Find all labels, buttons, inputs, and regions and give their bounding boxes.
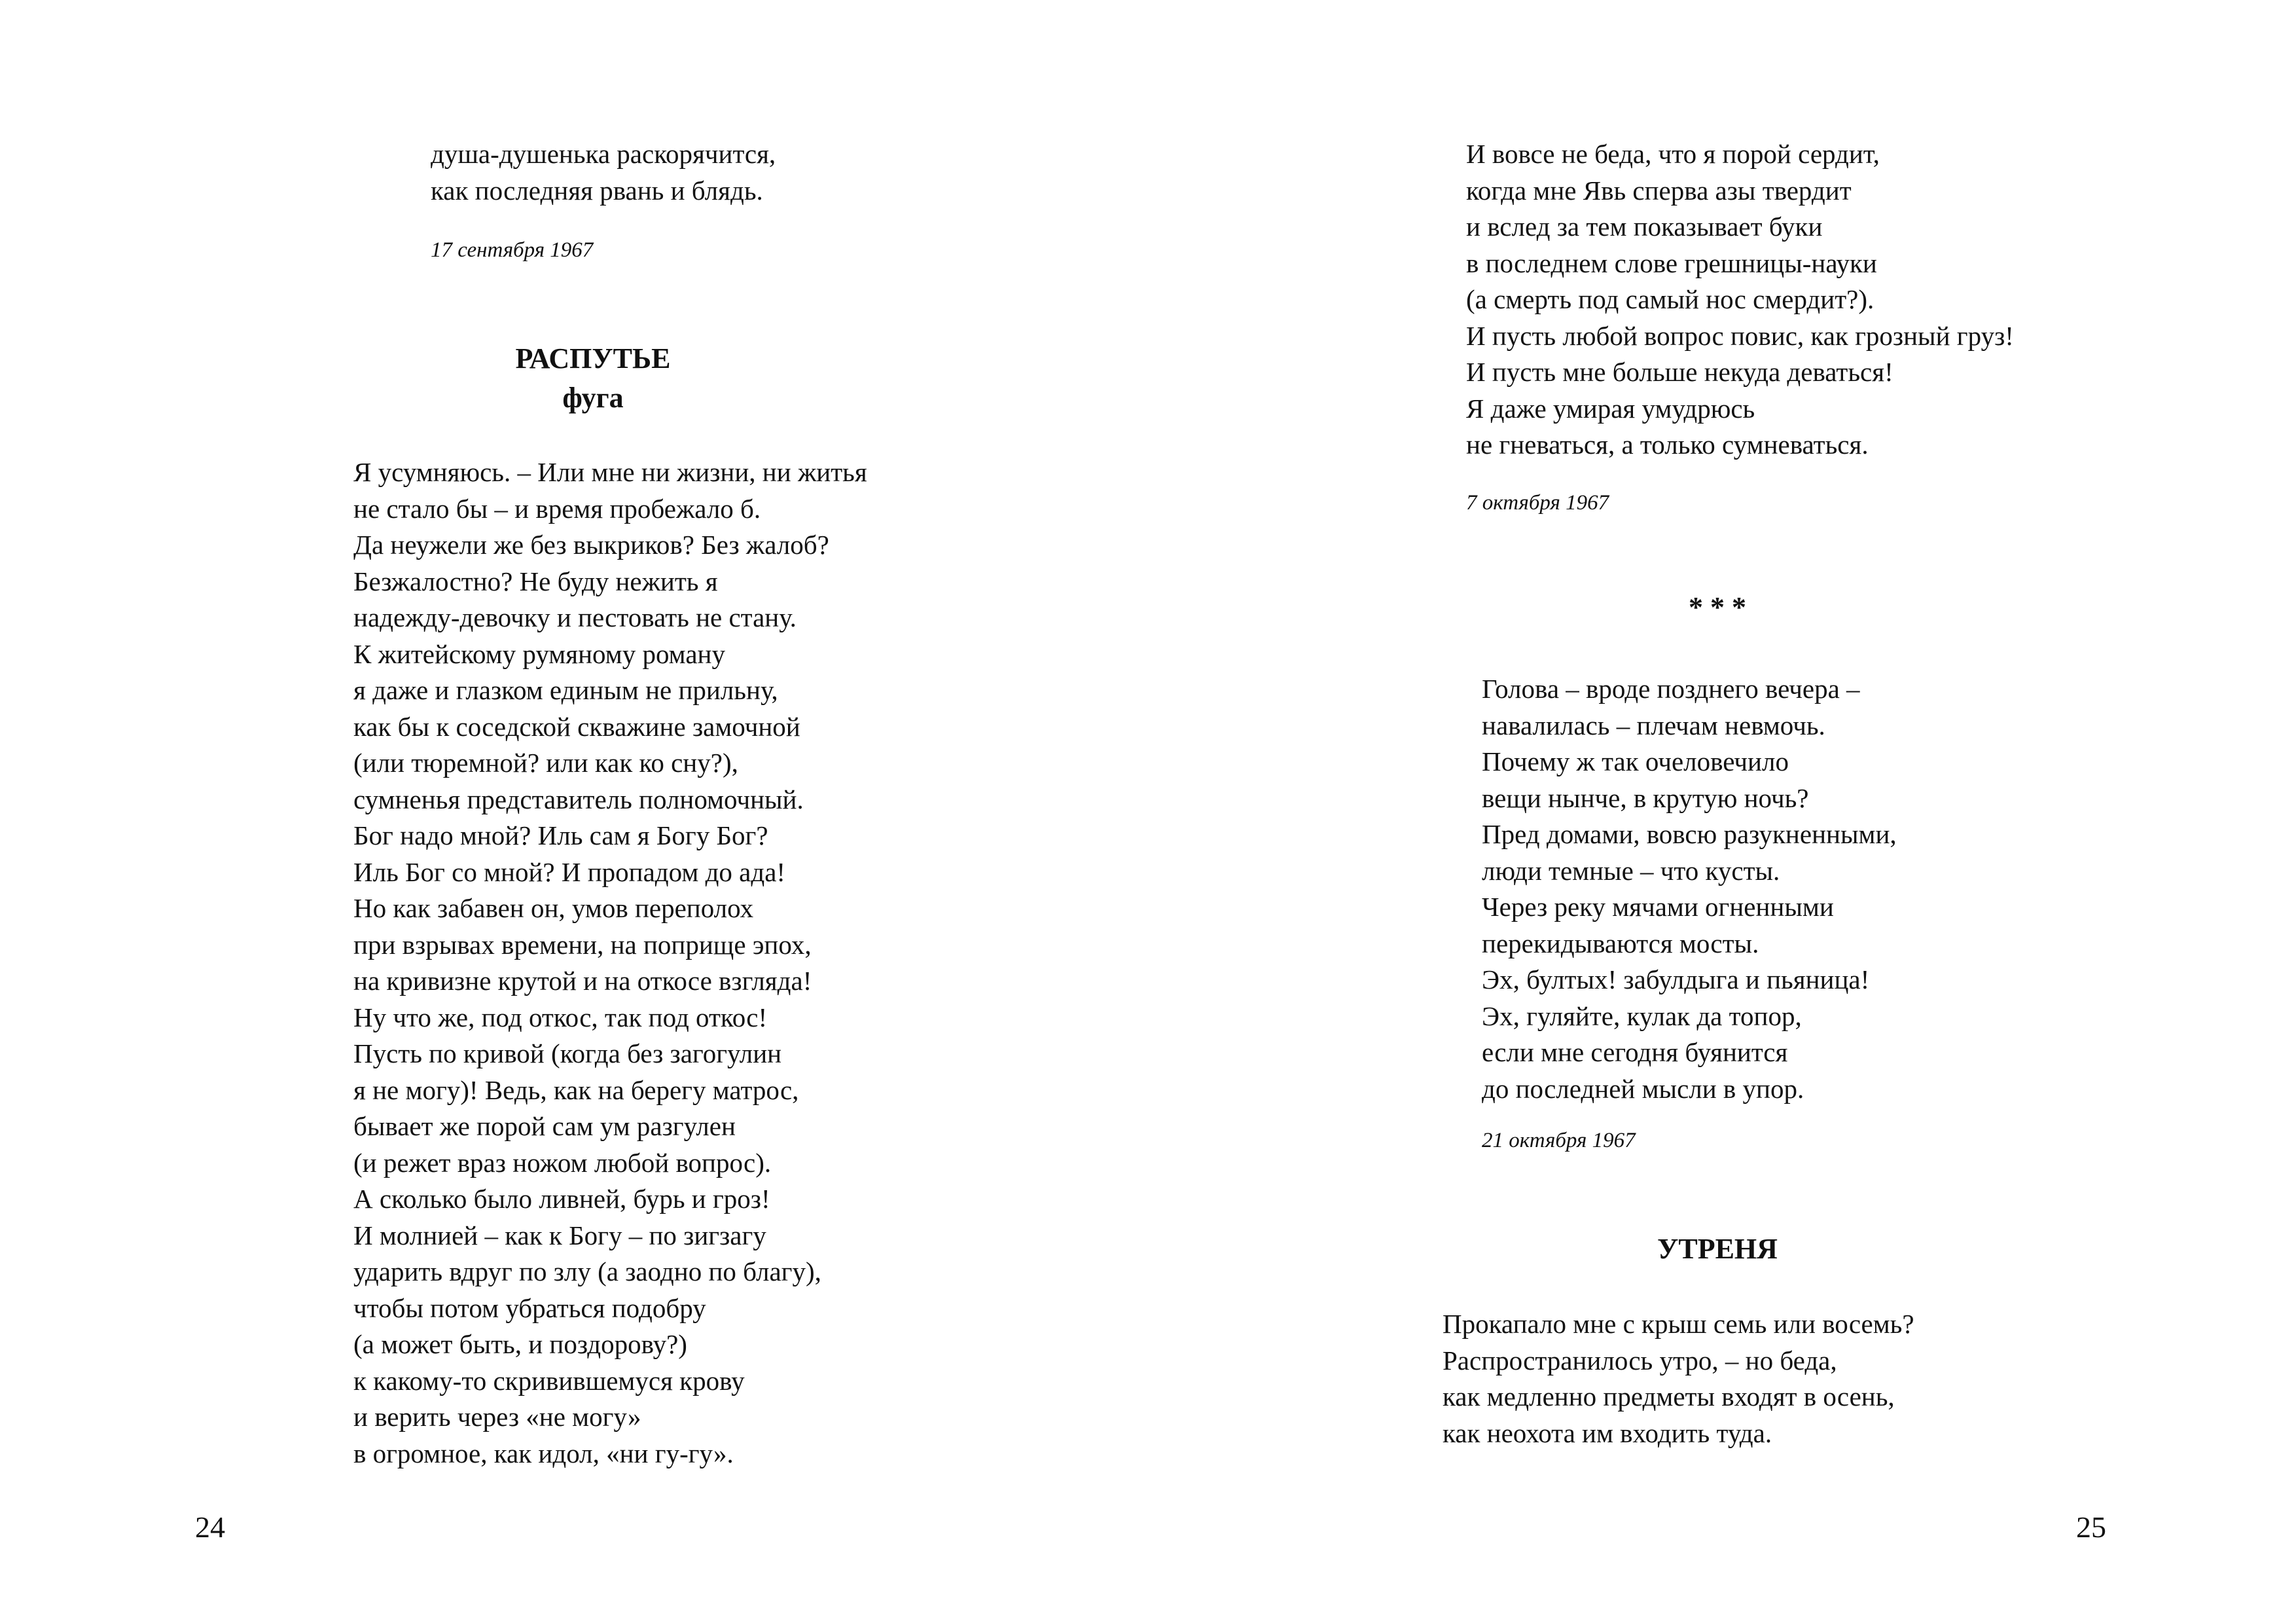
poem-line: Бог надо мной? Иль сам я Богу Бог? [353, 820, 768, 850]
poem-date: 7 октября 1967 [1466, 491, 1609, 515]
continuation-stanza [1466, 136, 2014, 464]
poem-line: в огромное, как идол, «ни гу-гу». [353, 1438, 734, 1468]
poem-line: Я усумняюсь. – Или мне ни жизни, ни житья [353, 457, 867, 487]
poem-line: (а смерть под самый нос смердит?). [1466, 284, 1874, 314]
poem-line: в последнем слове грешницы-науки [1466, 247, 1877, 278]
poem-line: Пусть по кривой (когда без загогулин [353, 1038, 782, 1068]
poem-line: Иль Бог со мной? И пропадом до ада! [353, 856, 786, 887]
poem-line: не стало бы – и время пробежало б. [353, 493, 761, 524]
poem-date: 17 сентября 1967 [431, 238, 594, 262]
right-page [1148, 0, 2296, 1623]
poem-title: РАСПУТЬЕ [515, 342, 671, 374]
poem-line: надежду-девочку и пестовать не стану. [353, 602, 797, 632]
poem-line: на кривизне крутой и на откосе взгляда! [353, 966, 812, 996]
poem-line: при взрывах времени, на поприще эпох, [353, 929, 812, 960]
page-number: 24 [195, 1510, 225, 1544]
poem-line: вещи нынче, в крутую ночь? [1482, 782, 1809, 813]
poem-line: Эх, гуляйте, кулак да топор, [1482, 1000, 1802, 1031]
continuation-stanza [431, 136, 776, 209]
poem-body [353, 454, 867, 1472]
poem-subtitle: фуга [562, 382, 624, 414]
poem-line: (а может быть, и поздорову?) [353, 1329, 687, 1359]
poem-line: не гневаться, а только сумневаться. [1466, 429, 1869, 460]
poem-line: (или тюремной? или как ко сну?), [353, 748, 738, 778]
asterisks-separator: * * * [1689, 591, 1746, 623]
poem-line: Да неужели же без выкриков? Без жалоб? [353, 530, 829, 560]
poem-line: когда мне Явь сперва азы твердит [1466, 175, 1852, 206]
poem-line: Распространилось утро, – но беда, [1443, 1345, 1837, 1376]
poem-line: Безжалостно? Не буду нежить я [353, 566, 718, 596]
poem-line: И молнией – как к Богу – по зигзагу [353, 1220, 766, 1250]
poem-line: я даже и глазком единым не прильну, [353, 675, 778, 705]
poem-line: Через реку мячами огненными [1482, 892, 1834, 922]
poem-line: И пусть любой вопрос повис, как грозный груз! [1466, 320, 2014, 351]
poem-line: А сколько было ливней, бурь и гроз! [353, 1184, 770, 1214]
poem-line: как бы к соседской скважине замочной [353, 711, 800, 742]
poem-line: как неохота им входить туда. [1443, 1417, 1772, 1448]
poem-line: К житейскому румяному роману [353, 638, 725, 669]
poem-line: Прокапало мне с крыш семь или восемь? [1443, 1309, 1914, 1339]
poem-line: душа-душенька раскорячится, [431, 139, 776, 169]
poem-line: Ну что же, под откос, так под откос! [353, 1002, 768, 1032]
poem-line: я не могу)! Ведь, как на берегу матрос, [353, 1074, 799, 1105]
poem-line: И вовсе не беда, что я порой сердит, [1466, 139, 1880, 169]
poem-line: навалилась – плечам невмочь. [1482, 710, 1825, 740]
poem-line: Эх, бултых! забулдыга и пьяница! [1482, 964, 1870, 994]
poem-line: Я даже умирая умудрюсь [1466, 393, 1755, 424]
poem-line: Почему ж так очеловечило [1482, 746, 1789, 776]
poem-line: и вслед за тем показывает буки [1466, 211, 1823, 242]
poem-line: до последней мысли в упор. [1482, 1073, 1804, 1104]
poem-line: Пред домами, вовсю разукненными, [1482, 819, 1897, 849]
poem-body [1443, 1306, 1914, 1451]
poem-line: как медленно предметы входят в осень, [1443, 1381, 1895, 1412]
poem-line: сумненья представитель полномочный. [353, 784, 804, 814]
poem-line: бывает же порой сам ум разгулен [353, 1111, 736, 1141]
poem-line: Голова – вроде позднего вечера – [1482, 674, 1860, 704]
poem-line: чтобы потом убраться подобру [353, 1292, 706, 1323]
poem-title: УТРЕНЯ [1657, 1233, 1778, 1265]
poem-line: Но как забавен он, умов переполох [353, 893, 754, 923]
untitled-poem [1482, 671, 1897, 1107]
poem-line: и верить через «не могу» [353, 1402, 641, 1432]
poem-line: как последняя рвань и блядь. [431, 175, 763, 206]
poem-date: 21 октября 1967 [1482, 1129, 1636, 1152]
page-number: 25 [2076, 1510, 2106, 1544]
poem-line: ударить вдруг по злу (а заодно по благу), [353, 1256, 821, 1286]
poem-line: перекидываются мосты. [1482, 928, 1759, 958]
poem-line: к какому-то скривившемуся крову [353, 1365, 745, 1396]
poem-line: люди темные – что кусты. [1482, 855, 1780, 886]
poem-line: (и режет враз ножом любой вопрос). [353, 1147, 772, 1178]
poem-line: если мне сегодня буянится [1482, 1037, 1788, 1067]
poem-line: И пусть мне больше некуда деваться! [1466, 357, 1893, 387]
